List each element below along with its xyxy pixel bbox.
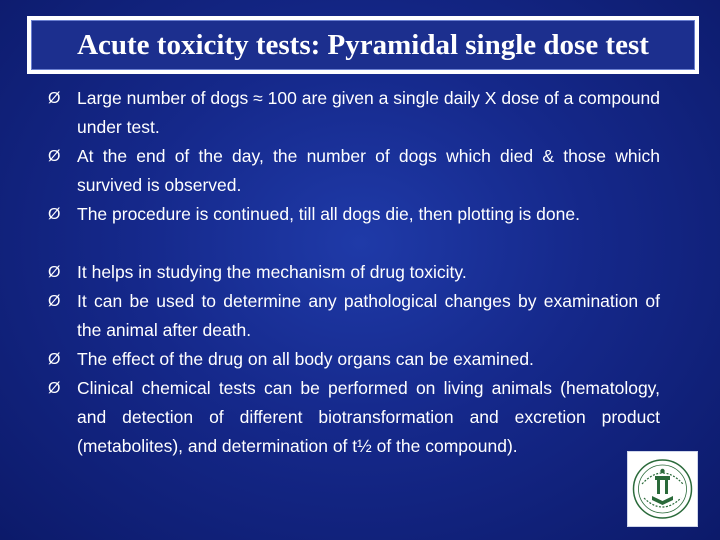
bullet-text: It can be used to determine any pathological changes by examination of the animal after death.	[77, 291, 660, 340]
slide-title: Acute toxicity tests: Pyramidal single dose test	[77, 28, 649, 61]
arrow-bullet-icon: Ø	[48, 90, 61, 107]
arrow-bullet-icon: Ø	[48, 380, 61, 397]
bullet-text: The effect of the drug on all body organs can be examined.	[77, 349, 534, 369]
bullet-text: The procedure is continued, till all dogs die, then plotting is done.	[77, 204, 580, 224]
title-panel	[31, 20, 695, 70]
university-seal-icon	[627, 451, 698, 527]
bullet-item	[48, 200, 660, 229]
bullet-group-spacer	[48, 229, 660, 258]
bullet-text: Clinical chemical tests can be performed on living animals (hematology, and detection of different biotransformation and excretion product (metabolites), and determination of t½ of the compound).	[77, 378, 660, 456]
bullet-text: Large number of dogs ≈ 100 are given a single daily X dose of a compound under test.	[77, 88, 660, 137]
bullet-item	[48, 374, 660, 461]
bullet-text: It helps in studying the mechanism of drug toxicity.	[77, 262, 467, 282]
bullet-item	[48, 84, 660, 142]
bullet-item	[48, 258, 660, 287]
bullet-item	[48, 142, 660, 200]
bullet-item	[48, 287, 660, 345]
slide-body	[48, 84, 660, 461]
arrow-bullet-icon: Ø	[48, 206, 61, 223]
arrow-bullet-icon: Ø	[48, 148, 61, 165]
bullet-text: At the end of the day, the number of dogs which died & those which survived is observed.	[77, 146, 660, 195]
title-frame	[27, 16, 699, 74]
bullet-item	[48, 345, 660, 374]
arrow-bullet-icon: Ø	[48, 293, 61, 310]
arrow-bullet-icon: Ø	[48, 264, 61, 281]
arrow-bullet-icon: Ø	[48, 351, 61, 368]
